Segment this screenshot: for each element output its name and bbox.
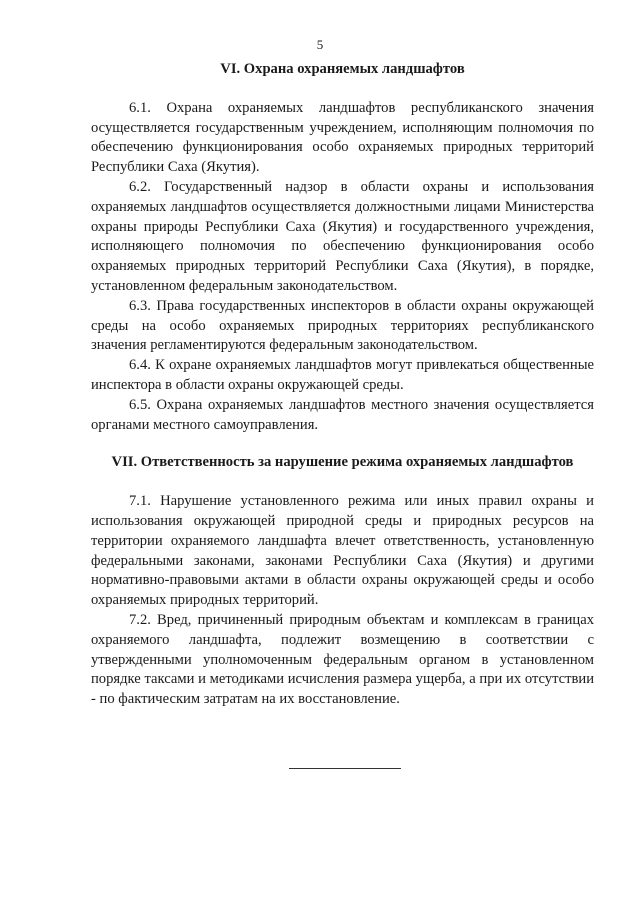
- closing-rule: [289, 768, 401, 769]
- section-7-heading: VII. Ответственность за нарушение режима охраняемых ландшафтов: [111, 454, 574, 471]
- clause-7-1: 7.1. Нарушение установленного режима или иных правил охраны и использования окружающей природной среды и природных ресурсов на территории охраняемого ландшафта влечет ответственность, установленную федеральными законами, законами Республики Саха (Якутия) и другими нормативно-правовыми актами в области охраны окружающей среды и особо охраняемых природных территорий.: [91, 493, 594, 609]
- clause-6-2: 6.2. Государственный надзор в области охраны и использования охраняемых ландшафтов осуществляется должностными лицами Министерства охраны природы Республики Саха (Якутия) и государственного учреждения, исполняющего полномочия по обеспечению функционирования особо охраняемых природных территорий Республики Саха (Якутия), в порядке, установленном федеральным законодательством.: [91, 178, 594, 294]
- clause-6-5: 6.5. Охрана охраняемых ландшафтов местного значения осуществляется органами местного самоуправления.: [91, 396, 594, 433]
- clause-6-3: 6.3. Права государственных инспекторов в области охраны окружающей среды на особо охраняемых природных территориях республиканского значения регламентируются федеральным законодательством.: [91, 297, 594, 354]
- clause-7-2: 7.2. Вред, причиненный природным объектам и комплексам в границах охраняемого ландшафта, подлежит возмещению в соответствии с утвержденными уполномоченным федеральным органом в установленном порядке таксами и методиками исчисления размера ущерба, а при их отсутствии - по фактическим затратам на их восстановление.: [91, 611, 594, 708]
- page-number: 5: [316, 37, 324, 52]
- section-6-heading: VI. Охрана охраняемых ландшафтов: [220, 61, 465, 77]
- clause-6-1: 6.1. Охрана охраняемых ландшафтов республиканского значения осуществляется государственным учреждением, исполняющим полномочия по обеспечению функционирования особо охраняемых природных территорий Республики Саха (Якутия).: [91, 99, 594, 176]
- clause-6-4: 6.4. К охране охраняемых ландшафтов могут привлекаться общественные инспектора в области охраны окружающей среды.: [91, 357, 594, 393]
- section-6: [91, 60, 594, 435]
- section-7: [91, 453, 594, 710]
- document-body: [91, 60, 594, 710]
